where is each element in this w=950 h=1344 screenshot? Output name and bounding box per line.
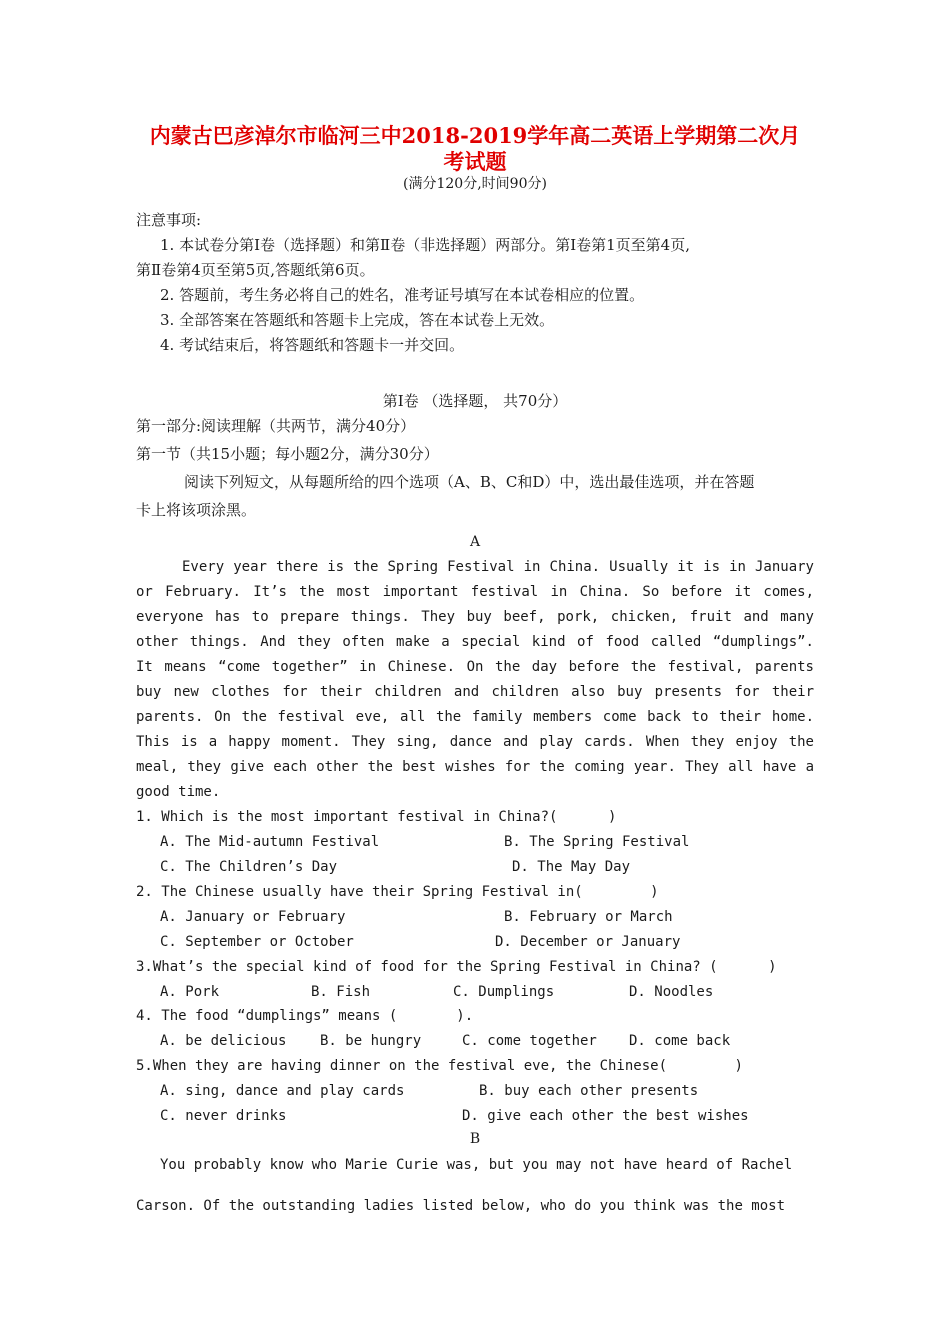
- passage-b-line-1: You probably know who Marie Curie was, but you may not have heard of Rachel: [160, 1157, 793, 1173]
- q3-option-d: D. Noodles: [629, 984, 714, 1000]
- q2-option-d: D. December or January: [495, 934, 681, 950]
- passage-a-line: Every year there is the Spring Festival in China. Usually it is in January: [182, 559, 814, 575]
- passage-a-line: meal, they give each other the best wishes for the coming year. They all have a: [136, 759, 814, 775]
- passage-b-label: B: [469, 1131, 481, 1147]
- q2-option-c: C. September or October: [160, 934, 354, 950]
- passage-a-line: This is a happy moment. They sing, dance and play cards. When they enjoy the: [136, 734, 814, 750]
- passage-a-line: everyone has to prepare things. They buy beef, pork, chicken, fruit and many: [136, 609, 814, 625]
- question-5: 5.When they are having dinner on the festival eve, the Chinese( ): [136, 1058, 743, 1074]
- passage-a-line: or February. It’s the most important festival in China. So before it comes,: [136, 584, 814, 600]
- q5-option-b: B. buy each other presents: [479, 1083, 699, 1099]
- section1-heading: 第一节（共15小题；每小题2分，满分30分）: [136, 445, 439, 463]
- q1-option-c: C. The Children’s Day: [160, 859, 338, 875]
- passage-a-line: other things. And they often make a special kind of food called “dumplings”.: [136, 634, 814, 650]
- instructions-a: 阅读下列短文，从每题所给的四个选项（A、B、C和D）中，选出最佳选项，并在答题: [184, 473, 755, 491]
- q4-option-d: D. come back: [629, 1033, 731, 1049]
- notice-heading: 注意事项:: [136, 211, 202, 229]
- q3-option-b: B. Fish: [311, 984, 371, 1000]
- instructions-b: 卡上将该项涂黑。: [136, 501, 257, 519]
- passage-a-line: parents. On the festival eve, all the family members come back to their home.: [136, 709, 814, 725]
- passage-a-last-line: good time.: [136, 784, 221, 800]
- passage-a-line: It means “come together” in Chinese. On the day before the festival, parents: [136, 659, 814, 675]
- passage-a-line: buy new clothes for their children and children also buy presents for their: [136, 684, 814, 700]
- q4-option-b: B. be hungry: [320, 1033, 422, 1049]
- q4-option-a: A. be delicious: [160, 1033, 287, 1049]
- q5-option-c: C. never drinks: [160, 1108, 287, 1124]
- question-1: 1. Which is the most important festival in China?( ): [136, 809, 617, 825]
- passage-b-line-2: Carson. Of the outstanding ladies listed below, who do you think was the most: [136, 1198, 786, 1214]
- q1-option-b: B. The Spring Festival: [504, 834, 690, 850]
- q3-option-c: C. Dumplings: [453, 984, 555, 1000]
- question-4: 4. The food “dumplings” means ( ).: [136, 1008, 474, 1024]
- notice-item-2: 2. 答题前，考生务必将自己的姓名，准考证号填写在本试卷相应的位置。: [160, 286, 645, 304]
- q3-option-a: A. Pork: [160, 984, 220, 1000]
- question-2: 2. The Chinese usually have their Spring Festival in( ): [136, 884, 659, 900]
- q5-option-d: D. give each other the best wishes: [462, 1108, 749, 1124]
- exam-subtitle: (满分120分,时间90分): [403, 176, 547, 192]
- q1-option-a: A. The Mid-autumn Festival: [160, 834, 380, 850]
- part1-heading: 第一部分:阅读理解（共两节，满分40分）: [136, 417, 416, 435]
- q1-option-d: D. The May Day: [512, 859, 631, 875]
- q2-option-a: A. January or February: [160, 909, 346, 925]
- notice-item-3: 3. 全部答案在答题纸和答题卡上完成，答在本试卷上无效。: [160, 311, 555, 329]
- exam-title-line1: 内蒙古巴彦淖尔市临河三中2018-2019学年高二英语上学期第二次月: [149, 123, 801, 148]
- q5-option-a: A. sing, dance and play cards: [160, 1083, 405, 1099]
- notice-item-4: 4. 考试结束后，将答题纸和答题卡一并交回。: [160, 336, 465, 354]
- q4-option-c: C. come together: [462, 1033, 597, 1049]
- volume-heading: 第Ⅰ卷 （选择题， 共70分）: [382, 392, 568, 410]
- notice-item-1b: 第Ⅱ卷第4页至第5页,答题纸第6页。: [136, 261, 375, 279]
- passage-a-label: A: [469, 534, 481, 550]
- notice-item-1a: 1. 本试卷分第Ⅰ卷（选择题）和第Ⅱ卷（非选择题）两部分。第Ⅰ卷第1页至第4页,: [160, 236, 690, 254]
- question-3: 3.What’s the special kind of food for the Spring Festival in China? ( ): [136, 959, 777, 975]
- q2-option-b: B. February or March: [504, 909, 673, 925]
- exam-title-line2: 考试题: [443, 149, 507, 174]
